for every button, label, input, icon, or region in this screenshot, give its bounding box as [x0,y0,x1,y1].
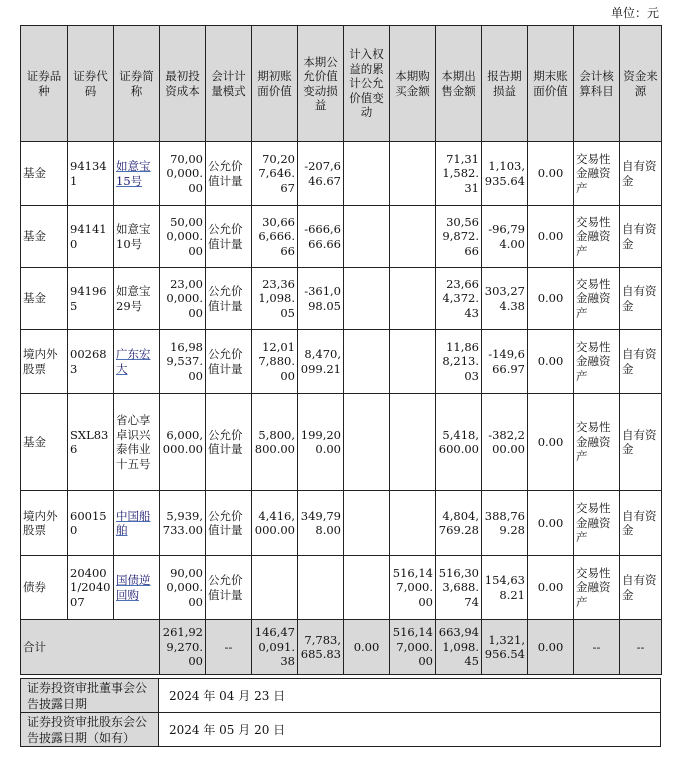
security-name-cell [114,142,160,206]
purchase-amount-cell [390,491,436,556]
cumulative-fv-cell [344,556,390,620]
fund-source-cell: 自有资金 [620,330,662,394]
security-name-cell: 省心享卓识兴泰伟业十五号 [114,394,160,491]
disclosure-row [21,713,661,747]
header-accounting-mode: 会计计量模式 [206,26,252,142]
header-code: 证券代码 [68,26,114,142]
total-account: -- [574,620,620,675]
header-initial-cost: 最初投资成本 [160,26,206,142]
fund-source-cell: 自有资金 [620,394,662,491]
accounting-account-cell: 交易性金融资产 [574,491,620,556]
closing-value-cell: 0.00 [528,142,574,206]
table-row [21,206,662,268]
total-accounting-mode: -- [206,620,252,675]
period-pnl-cell: -382,200.00 [482,394,528,491]
initial-cost-cell: 70,000,000.00 [160,142,206,206]
fv-change-cell [298,556,344,620]
table-row [21,491,662,556]
sale-amount-cell: 23,664,372.43 [436,268,482,330]
sale-amount-cell: 11,868,213.03 [436,330,482,394]
fund-source-cell: 自有资金 [620,268,662,330]
opening-value-cell: 23,361,098.05 [252,268,298,330]
security-code-cell: 002683 [68,330,114,394]
fund-source-cell: 自有资金 [620,491,662,556]
purchase-amount-cell [390,394,436,491]
sale-amount-cell: 4,804,769.28 [436,491,482,556]
header-row [21,26,662,142]
security-name-link[interactable]: 广东宏大 [116,347,151,376]
disclosure-dates-table [20,678,661,747]
closing-value-cell: 0.00 [528,330,574,394]
security-type-cell: 基金 [21,394,68,491]
closing-value-cell: 0.00 [528,556,574,620]
disclosure-row [21,679,661,713]
opening-value-cell: 4,416,000.00 [252,491,298,556]
security-type-cell: 债券 [21,556,68,620]
total-pnl: 1,321,956.54 [482,620,528,675]
board-disclosure-label: 证券投资审批董事会公告披露日期 [21,679,159,713]
initial-cost-cell: 90,000,000.00 [160,556,206,620]
security-code-cell: 204001/204007 [68,556,114,620]
security-name-cell [114,491,160,556]
opening-value-cell: 5,800,800.00 [252,394,298,491]
opening-value-cell: 30,666,666.66 [252,206,298,268]
security-code-cell: 941410 [68,206,114,268]
header-source: 资金来源 [620,26,662,142]
security-name-cell [114,556,160,620]
table-row [21,268,662,330]
purchase-amount-cell: 516,147,000.00 [390,556,436,620]
period-pnl-cell: 388,769.28 [482,491,528,556]
header-account: 会计核算科目 [574,26,620,142]
opening-value-cell: 12,017,880.00 [252,330,298,394]
header-cumulative-fv: 计入权益的累计公允价值变动 [344,26,390,142]
header-opening-value: 期初账面价值 [252,26,298,142]
fund-source-cell: 自有资金 [620,142,662,206]
security-name-cell: 如意宝10号 [114,206,160,268]
total-closing-value: 0.00 [528,620,574,675]
table-row [21,394,662,491]
opening-value-cell: 70,207,646.67 [252,142,298,206]
shareholder-disclosure-label: 证券投资审批股东会公告披露日期（如有） [21,713,159,747]
purchase-amount-cell [390,142,436,206]
security-code-cell: 600150 [68,491,114,556]
accounting-mode-cell: 公允价值计量 [206,142,252,206]
cumulative-fv-cell [344,206,390,268]
initial-cost-cell: 5,939,733.00 [160,491,206,556]
security-type-cell: 基金 [21,206,68,268]
accounting-account-cell: 交易性金融资产 [574,206,620,268]
period-pnl-cell: -149,666.97 [482,330,528,394]
security-name-link[interactable]: 国债逆回购 [116,573,151,602]
total-source: -- [620,620,662,675]
fund-source-cell: 自有资金 [620,556,662,620]
total-cumulative-fv: 0.00 [344,620,390,675]
initial-cost-cell: 50,000,000.00 [160,206,206,268]
security-name-cell: 如意宝29号 [114,268,160,330]
purchase-amount-cell [390,330,436,394]
security-type-cell: 基金 [21,268,68,330]
accounting-account-cell: 交易性金融资产 [574,142,620,206]
fv-change-cell: 8,470,099.21 [298,330,344,394]
securities-investment-table [20,25,662,675]
header-type: 证券品种 [21,26,68,142]
cumulative-fv-cell [344,491,390,556]
accounting-mode-cell: 公允价值计量 [206,206,252,268]
fv-change-cell: -361,098.05 [298,268,344,330]
accounting-account-cell: 交易性金融资产 [574,268,620,330]
initial-cost-cell: 16,989,537.00 [160,330,206,394]
purchase-amount-cell [390,206,436,268]
initial-cost-cell: 6,000,000.00 [160,394,206,491]
sale-amount-cell: 5,418,600.00 [436,394,482,491]
period-pnl-cell: 303,274.38 [482,268,528,330]
period-pnl-cell: -96,794.00 [482,206,528,268]
accounting-account-cell: 交易性金融资产 [574,556,620,620]
header-fv-change: 本期公允价值变动损益 [298,26,344,142]
total-initial-cost: 261,929,270.00 [160,620,206,675]
header-closing-value: 期末账面价值 [528,26,574,142]
accounting-mode-cell: 公允价值计量 [206,556,252,620]
closing-value-cell: 0.00 [528,268,574,330]
period-pnl-cell: 1,103,935.64 [482,142,528,206]
cumulative-fv-cell [344,330,390,394]
fv-change-cell: 199,200.00 [298,394,344,491]
closing-value-cell: 0.00 [528,206,574,268]
shareholder-disclosure-date: 2024 年 05 月 20 日 [159,713,661,747]
header-purchase: 本期购买金额 [390,26,436,142]
cumulative-fv-cell [344,394,390,491]
closing-value-cell: 0.00 [528,491,574,556]
table-row [21,556,662,620]
header-name: 证券简称 [114,26,160,142]
fv-change-cell: 349,798.00 [298,491,344,556]
total-row [21,620,662,675]
fund-source-cell: 自有资金 [620,206,662,268]
security-type-cell: 基金 [21,142,68,206]
fv-change-cell: -666,666.66 [298,206,344,268]
cumulative-fv-cell [344,142,390,206]
unit-label: 单位：元 [610,6,659,20]
table-row [21,330,662,394]
sale-amount-cell: 516,303,688.74 [436,556,482,620]
accounting-mode-cell: 公允价值计量 [206,268,252,330]
header-sale: 本期出售金额 [436,26,482,142]
security-type-cell: 境内外股票 [21,491,68,556]
header-pnl: 报告期损益 [482,26,528,142]
accounting-mode-cell: 公允价值计量 [206,491,252,556]
accounting-mode-cell: 公允价值计量 [206,330,252,394]
closing-value-cell: 0.00 [528,394,574,491]
accounting-mode-cell: 公允价值计量 [206,394,252,491]
security-code-cell: SXL836 [68,394,114,491]
accounting-account-cell: 交易性金融资产 [574,394,620,491]
cumulative-fv-cell [344,268,390,330]
sale-amount-cell: 71,311,582.31 [436,142,482,206]
sale-amount-cell: 30,569,872.66 [436,206,482,268]
period-pnl-cell: 154,638.21 [482,556,528,620]
fv-change-cell: -207,646.67 [298,142,344,206]
board-disclosure-date: 2024 年 04 月 23 日 [159,679,661,713]
total-purchase: 516,147,000.00 [390,620,436,675]
accounting-account-cell: 交易性金融资产 [574,330,620,394]
total-label: 合计 [21,620,160,675]
table-row [21,142,662,206]
security-code-cell: 941965 [68,268,114,330]
initial-cost-cell: 23,000,000.00 [160,268,206,330]
purchase-amount-cell [390,268,436,330]
opening-value-cell [252,556,298,620]
security-code-cell: 941341 [68,142,114,206]
security-name-link[interactable]: 中国船舶 [116,508,151,537]
total-opening-value: 146,470,091.38 [252,620,298,675]
security-name-link[interactable]: 如意宝15号 [116,159,151,188]
security-name-cell [114,330,160,394]
total-fv-change: 7,783,685.83 [298,620,344,675]
total-sale: 663,941,098.45 [436,620,482,675]
security-type-cell: 境内外股票 [21,330,68,394]
